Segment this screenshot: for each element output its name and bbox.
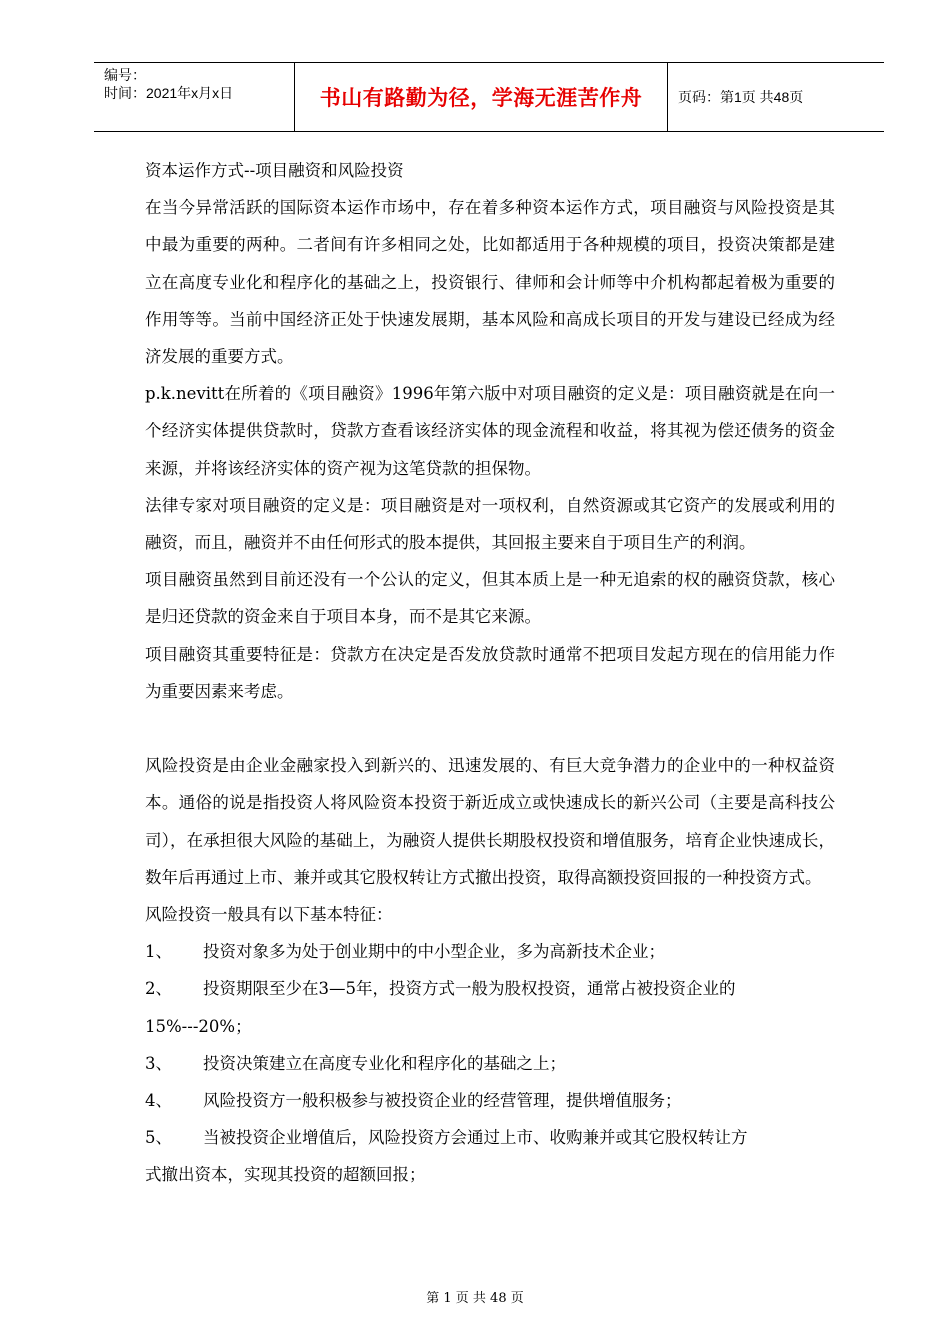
- paragraph: p.k.nevitt在所着的《项目融资》1996年第六版中对项目融资的定义是：项目融资就是在向一个经济实体提供贷款时，贷款方查看该经济实体的现金流程和收益，将其视为偿还债务的资金来源，并将该经济实体的资产视为这笔贷款的担保物。: [145, 384, 835, 478]
- header-meta: [94, 63, 295, 131]
- header-page-number: 页码：第1页 共48页: [678, 89, 804, 105]
- paragraph: 风险投资是由企业金融家投入到新兴的、迅速发展的、有巨大竞争潜力的企业中的一种权益资本。通俗的说是指投资人将风险资本投资于新近成立或快速成长的新兴公司（主要是高科技公司），在承担很大风险的基础上，为融资人提供长期股权投资和增值服务，培育企业快速成长，数年后再通过上市、兼并或其它股权转让方式撤出投资，取得高额投资回报的一种投资方式。: [145, 756, 835, 887]
- page-footer: 第 1 页 共 48 页: [426, 1291, 524, 1306]
- feature-number: 1、: [145, 942, 172, 962]
- document-number-label: 编号：: [104, 67, 146, 83]
- paragraph: 在当今异常活跃的国际资本运作市场中，存在着多种资本运作方式，项目融资与风险投资是其中最为重要的两种。二者间有许多相同之处，比如都适用于各种规模的项目，投资决策都是建立在高度专业化和程序化的基础之上，投资银行、律师和会计师等中介机构都起着极为重要的作用等等。当前中国经济正处于快速发展期，基本风险和高成长项目的开发与建设已经成为经济发展的重要方式。: [145, 198, 835, 367]
- blank-line: [145, 710, 835, 747]
- feature-number: 5、: [145, 1128, 172, 1148]
- feature-text: 风险投资方一般积极参与被投资企业的经营管理，提供增值服务；: [203, 1091, 682, 1111]
- feature-item: [145, 970, 835, 1044]
- feature-number: 2、: [145, 979, 172, 999]
- page-header: [94, 62, 884, 132]
- header-motto: 书山有路勤为径，学海无涯苦作舟: [319, 86, 643, 110]
- feature-item: [145, 1082, 835, 1119]
- feature-number: 4、: [145, 1091, 172, 1111]
- feature-item: [145, 933, 835, 970]
- paragraph: 法律专家对项目融资的定义是：项目融资是对一项权利，自然资源或其它资产的发展或利用的融资，而且，融资并不由任何形式的股本提供，其回报主要来自于项目生产的利润。: [145, 495, 835, 553]
- feature-number: 3、: [145, 1053, 172, 1073]
- document-title: 资本运作方式--项目融资和风险投资: [145, 161, 404, 180]
- feature-item: [145, 1045, 835, 1082]
- feature-text: 投资决策建立在高度专业化和程序化的基础之上；: [203, 1053, 566, 1073]
- paragraph: 项目融资其重要特征是：贷款方在决定是否发放贷款时通常不把项目发起方现在的信用能力作为重要因素来考虑。: [145, 644, 835, 701]
- feature-text-continued: 15%---20%；: [145, 1016, 252, 1036]
- header-motto-cell: [295, 63, 668, 131]
- document-time-label: 时间：2021年x月x日: [104, 85, 234, 101]
- feature-text: 当被投资企业增值后，风险投资方会通过上市、收购兼并或其它股权转让方: [203, 1128, 748, 1148]
- feature-text: 投资期限至少在3—5年，投资方式一般为股权投资，通常占被投资企业的: [203, 979, 736, 999]
- document-body: [145, 152, 835, 1194]
- features-intro: 风险投资一般具有以下基本特征：: [145, 905, 393, 925]
- feature-text: 投资对象多为处于创业期中的中小型企业，多为高新技术企业；: [203, 942, 665, 962]
- paragraph: 项目融资虽然到目前还没有一个公认的定义，但其本质上是一种无追索的权的融资贷款，核心是归还贷款的资金来自于项目本身，而不是其它来源。: [145, 570, 835, 627]
- feature-item: [145, 1119, 835, 1193]
- feature-text-continued: 式撤出资本，实现其投资的超额回报；: [145, 1165, 426, 1185]
